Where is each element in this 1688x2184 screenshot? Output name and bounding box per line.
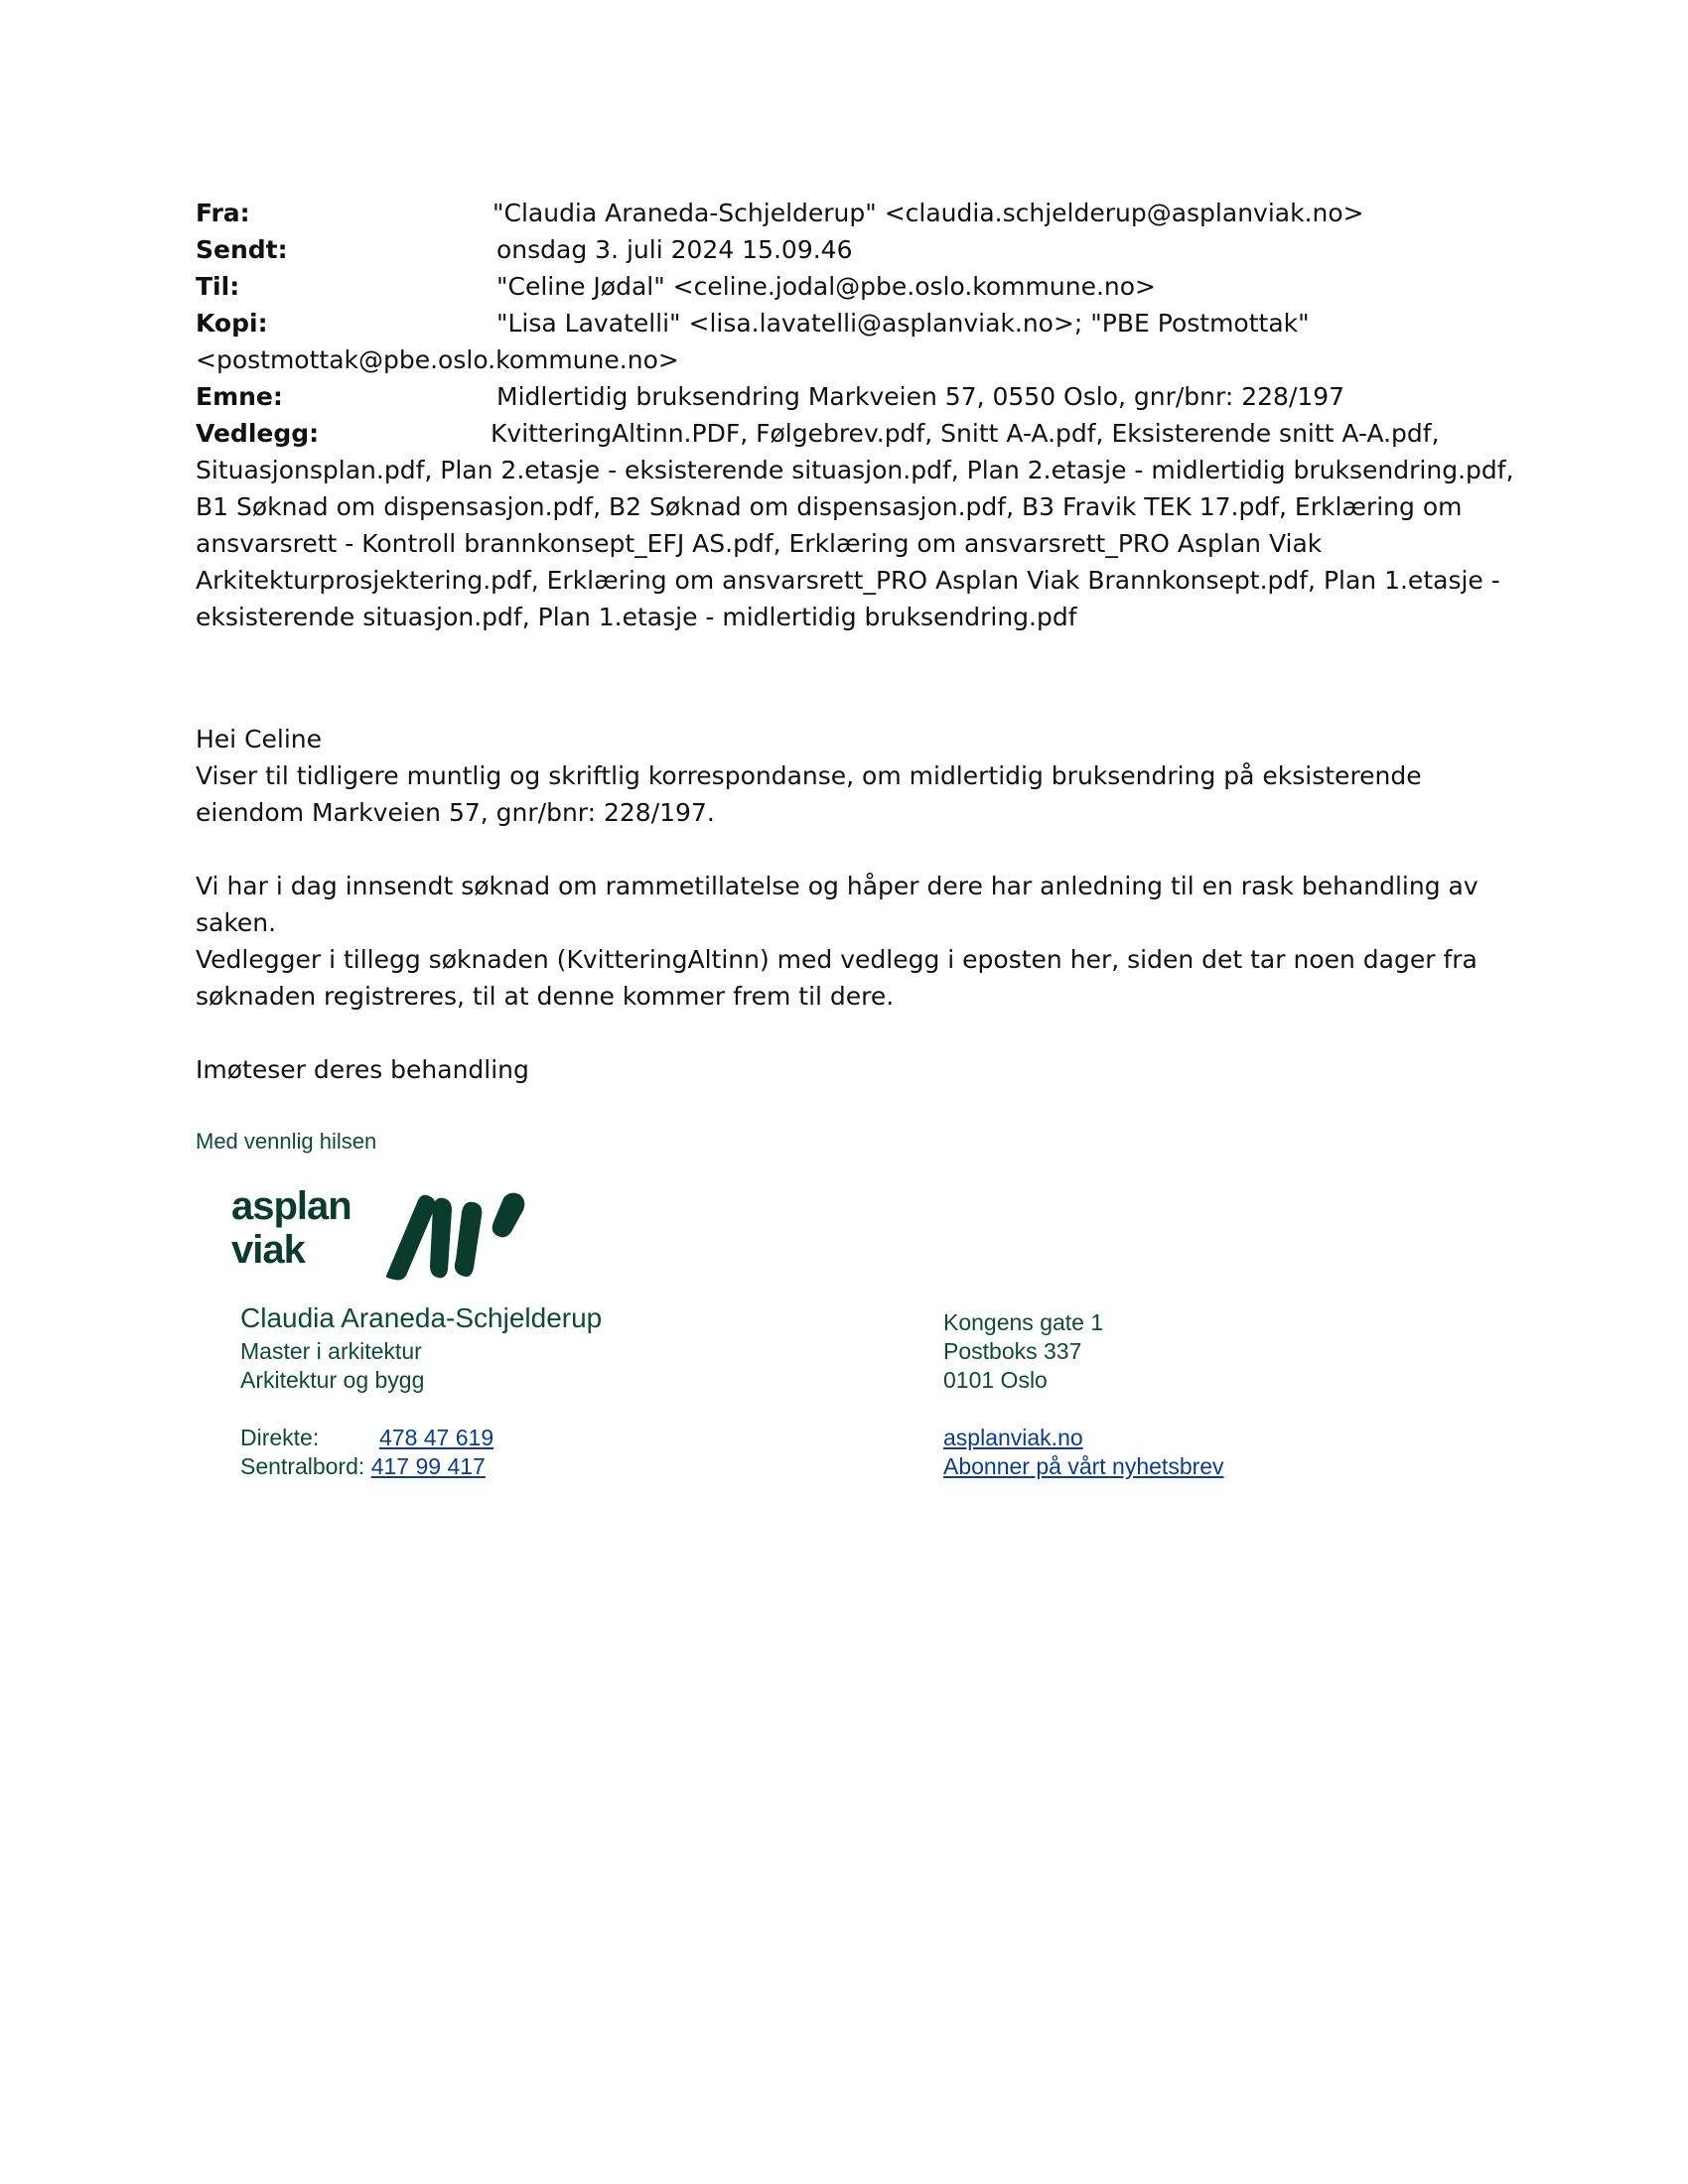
body-paragraph-2: Vi har i dag innsendt søknad om rammetillatelse og håper dere har anledning til en rask behandling av saken. <box>196 872 1478 937</box>
asplan-viak-logo <box>231 1184 549 1284</box>
cc-label: Kopi: <box>196 309 268 338</box>
body-paragraph-1: Viser til tidligere muntlig og skriftlig korrespondanse, om midlertidig bruksendring på eksisterende eiendom Markveien 57, gnr/bnr: 228/197. <box>196 761 1422 827</box>
greeting: Hei Celine <box>196 725 323 753</box>
email-body <box>196 721 1516 1088</box>
sent-value: onsdag 3. juli 2024 15.09.46 <box>496 235 853 264</box>
sent-label: Sendt: <box>196 235 288 264</box>
cc-value: "Lisa Lavatelli" <lisa.lavatelli@asplanviak.no>; "PBE Postmottak" <postmottak@pbe.oslo.kommune.no> <box>196 309 1310 374</box>
header-to <box>196 268 1516 305</box>
direct-label: Direkte: <box>240 1425 320 1450</box>
switchboard-label: Sentralbord: <box>240 1453 365 1479</box>
attachments-value: KvitteringAltinn.PDF, Følgebrev.pdf, Snitt A-A.pdf, Eksisterende snitt A-A.pdf, Situasjonsplan.pdf, Plan 2.etasje - eksisterende situasjon.pdf, Plan 2.etasje - midlertidig bruksendring.pdf, B1 Søknad om dispensasjon.pdf, B2 Søknad om dispensasjon.pdf, B3 Fravik TEK 17.pdf, Erklæring om ansvarsrett - Kontroll brannkonsept_EFJ AS.pdf, Erklæring om ansvarsrett_PRO Asplan Viak Arkitekturprosjektering.pdf, Erklæring om ansvarsrett_PRO Asplan Viak Brannkonsept.pdf, Plan 1.etasje - eksisterende situasjon.pdf, Plan 1.etasje - midlertidig bruksendring.pdf <box>196 419 1514 631</box>
signature-contact-left <box>240 1301 602 1481</box>
signature-title: Master i arkitektur <box>240 1338 422 1364</box>
av-logo-icon <box>378 1186 547 1282</box>
subject-label: Emne: <box>196 382 283 411</box>
logo-line-1: asplan <box>231 1184 352 1228</box>
signature-name: Claudia Araneda-Schjelderup <box>240 1302 603 1333</box>
from-value: "Claudia Araneda-Schjelderup" <claudia.schjelderup@asplanviak.no> <box>492 199 1364 227</box>
direct-phone-row <box>240 1424 602 1452</box>
to-value: "Celine Jødal" <celine.jodal@pbe.oslo.kommune.no> <box>496 272 1156 301</box>
header-cc <box>196 305 1516 378</box>
newsletter-link[interactable]: Abonner på vårt nyhetsbrev <box>943 1453 1224 1479</box>
from-label: Fra: <box>196 199 250 227</box>
header-attachments <box>196 415 1516 635</box>
email-signature <box>196 1127 1387 1479</box>
closing-text: Med vennlig hilsen <box>196 1129 377 1154</box>
header-from <box>196 195 1516 231</box>
switchboard-row <box>240 1452 602 1481</box>
header-sent <box>196 231 1516 268</box>
direct-phone-link[interactable]: 478 47 619 <box>379 1425 494 1450</box>
attachments-label: Vedlegg: <box>196 419 320 448</box>
body-paragraph-3: Vedlegger i tillegg søknaden (KvitteringAltinn) med vedlegg i eposten her, siden det tar noen dager fra søknaden registreres, til at denne kommer frem til dere. <box>196 945 1477 1011</box>
address-po-box: Postboks 337 <box>943 1338 1082 1364</box>
signature-department: Arkitektur og bygg <box>240 1367 425 1393</box>
switchboard-phone-link[interactable]: 417 99 417 <box>370 1453 486 1479</box>
address-street: Kongens gate 1 <box>943 1309 1104 1335</box>
logo-wordmark <box>231 1184 352 1272</box>
body-paragraph-4: Imøteser deres behandling <box>196 1055 529 1084</box>
address-city: 0101 Oslo <box>943 1367 1048 1393</box>
to-label: Til: <box>196 272 240 301</box>
website-link[interactable]: asplanviak.no <box>943 1425 1083 1450</box>
header-subject <box>196 378 1516 415</box>
email-document <box>196 195 1516 1088</box>
signature-contact-right <box>943 1308 1224 1481</box>
subject-value: Midlertidig bruksendring Markveien 57, 0550 Oslo, gnr/bnr: 228/197 <box>496 382 1345 411</box>
logo-line-2: viak <box>231 1228 305 1272</box>
